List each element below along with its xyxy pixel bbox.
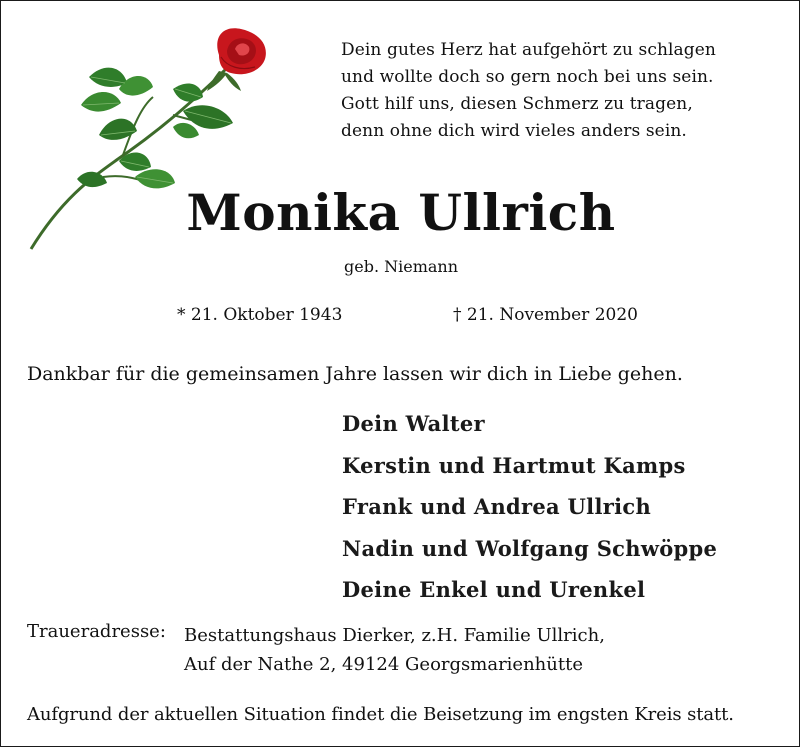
mourner-entry: Kerstin und Hartmut Kamps: [342, 452, 686, 478]
mourner-entry: Deine Enkel und Urenkel: [342, 577, 646, 602]
mourners-list: [342, 403, 717, 611]
poem-line: Dein gutes Herz hat aufgehört zu schlagen: [341, 40, 716, 60]
birth-date: * 21. Oktober 1943: [177, 305, 343, 325]
burial-notice: Aufgrund der aktuellen Situation findet die Beisetzung im engsten Kreis statt.: [27, 704, 734, 725]
poem-line: Gott hilf uns, diesen Schmerz zu tragen,: [341, 94, 693, 114]
mourning-address: [184, 621, 605, 679]
thanks-statement: Dankbar für die gemeinsamen Jahre lassen wir dich in Liebe gehen.: [27, 363, 683, 385]
memorial-poem: [341, 37, 716, 145]
poem-line: denn ohne dich wird vieles anders sein.: [341, 121, 687, 141]
address-line: Bestattungshaus Dierker, z.H. Familie Ullrich,: [184, 625, 605, 646]
poem-line: und wollte doch so gern noch bei uns sein.: [341, 67, 714, 87]
maiden-name: geb. Niemann: [343, 257, 459, 276]
deceased-name: Monika Ullrich: [186, 183, 616, 242]
address-line: Auf der Nathe 2, 49124 Georgsmarienhütte: [184, 654, 583, 675]
address-label: Traueradresse:: [27, 621, 166, 642]
mourner-entry: Frank und Andrea Ullrich: [342, 494, 652, 519]
mourner-entry: Nadin und Wolfgang Schwöppe: [342, 535, 718, 561]
death-date: † 21. November 2020: [453, 305, 638, 325]
mourner-entry: Dein Walter: [342, 411, 485, 436]
